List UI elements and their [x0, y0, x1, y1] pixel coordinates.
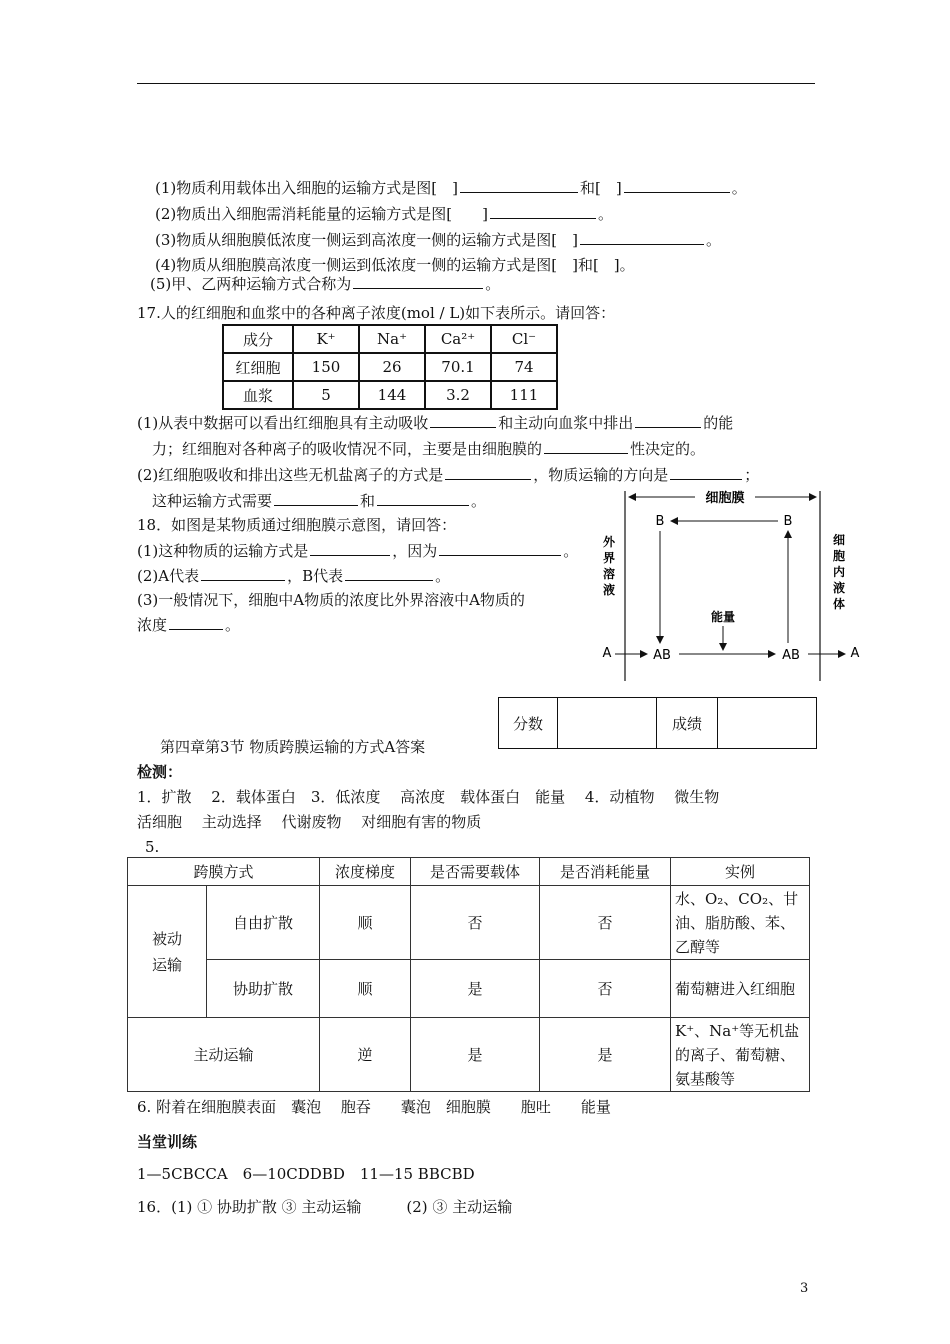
q17-p1d: 力；红细胞对各种离子的吸收情况不同，主要是由细胞膜的	[152, 440, 543, 458]
q17-p1-line1	[137, 412, 733, 433]
table-header: 浓度梯度	[320, 858, 411, 886]
membrane-label: 细胞膜	[705, 491, 745, 506]
answer-1-4-cont: 活细胞 主动选择 代谢废物 对细胞有害的物质	[137, 813, 482, 831]
outside-char: 溶	[602, 567, 616, 581]
q18-p2	[137, 565, 450, 586]
b-left-label: B	[655, 514, 665, 529]
table-cell: 否	[411, 886, 540, 960]
energy-label: 能量	[710, 610, 736, 624]
table-row	[128, 886, 810, 960]
inside-char: 细	[832, 533, 846, 547]
table-cell: K⁺、Na⁺等无机盐的离子、葡萄糖、氨基酸等	[671, 1018, 810, 1092]
table-cell: 红细胞	[223, 353, 293, 381]
answer-blank	[430, 412, 496, 428]
outside-char: 液	[602, 583, 616, 597]
membrane-diagram	[595, 486, 870, 686]
answers-title: 第四章第3节 物质跨膜运输的方式A答案	[160, 738, 426, 756]
q16-l3a: (3)物质从细胞膜低浓度一侧运到高浓度一侧的运输方式是图[ ]	[155, 231, 578, 249]
answer-blank	[310, 540, 390, 556]
table-cell: 自由扩散	[207, 886, 320, 960]
section-dangtang: 当堂训练	[137, 1133, 198, 1151]
q17-p2e: 和	[360, 492, 376, 510]
table-cell: 5	[293, 381, 359, 409]
answer-blank	[624, 177, 730, 193]
answer-blank	[670, 464, 742, 480]
q16-line3	[155, 229, 721, 250]
q18-p3-line2	[137, 614, 240, 635]
table-cell: 150	[293, 353, 359, 381]
answer-blank	[580, 229, 704, 245]
table-cell: 协助扩散	[207, 960, 320, 1018]
q18-p1b: ，因为	[392, 542, 438, 560]
q17-p1-line2	[152, 438, 705, 459]
answer-blank	[460, 177, 578, 193]
q17-p2b: ，物质运输的方向是	[533, 466, 669, 484]
answer-16: 16．(1) ① 协助扩散 ③ 主动运输 (2) ③ 主动运输	[137, 1198, 513, 1216]
q18-p2a: (2)A代表	[137, 567, 200, 585]
outside-char: 界	[602, 551, 616, 565]
answer-blank	[445, 464, 531, 480]
q18-p3b: 浓度	[137, 616, 168, 634]
q16-l1c: 。	[731, 179, 747, 197]
grade-cell[interactable]	[718, 698, 817, 749]
answer-1-4: 1．扩散 2．载体蛋白 3．低浓度 高浓度 载体蛋白 能量 4．动植物 微生物	[137, 788, 720, 806]
answer-blank	[169, 614, 223, 630]
q17-p2-line1	[137, 464, 759, 485]
outside-char: 外	[602, 535, 616, 549]
table-header: 成分	[223, 325, 293, 353]
answer-blank	[439, 540, 561, 556]
answer-blank	[635, 412, 701, 428]
q17-p1a: (1)从表中数据可以看出红细胞具有主动吸收	[137, 414, 429, 432]
table-row	[223, 353, 557, 381]
table-cell: 74	[491, 353, 557, 381]
q16-l2b: 。	[597, 205, 613, 223]
table-header: 是否需要载体	[411, 858, 540, 886]
table-cell: 否	[540, 886, 671, 960]
q18-p3: (3)一般情况下，细胞中A物质的浓度比外界溶液中A物质的	[137, 591, 525, 609]
score-cell[interactable]	[558, 698, 657, 749]
q18-p3c: 。	[225, 616, 241, 634]
q18-p2b: ，B代表	[287, 567, 344, 585]
score-label: 分数	[499, 698, 558, 749]
q17-p2a: (2)红细胞吸收和排出这些无机盐离子的方式是	[137, 466, 444, 484]
q16-line4: (4)物质从细胞膜高浓度一侧运到低浓度一侧的运输方式是图[ ]和[ ]。	[155, 256, 635, 274]
table-row	[499, 698, 817, 749]
q16-l1a: (1)物质利用载体出入细胞的运输方式是图[ ]	[155, 179, 458, 197]
inside-char: 体	[832, 597, 846, 611]
table-cell: 主动运输	[128, 1018, 320, 1092]
table-cell: 逆	[320, 1018, 411, 1092]
table-cell: 26	[359, 353, 425, 381]
answer-blank	[377, 490, 469, 506]
q17-p2-line2	[152, 490, 486, 511]
q16-line1	[155, 177, 747, 198]
q17-p1b: 和主动向血浆中排出	[498, 414, 634, 432]
table-header: 实例	[671, 858, 810, 886]
outside-label	[603, 535, 616, 597]
q18-p1	[137, 540, 578, 561]
header-rule	[137, 83, 815, 84]
inside-char: 内	[832, 565, 846, 579]
answer-blank	[201, 565, 285, 581]
inside-char: 液	[832, 581, 846, 595]
table-header: Ca²⁺	[425, 325, 491, 353]
table-row	[128, 1018, 810, 1092]
score-table	[498, 697, 817, 749]
answer-5-label: 5.	[145, 838, 160, 856]
table-cell: 是	[411, 960, 540, 1018]
table-row	[223, 381, 557, 409]
answer-blank	[544, 438, 628, 454]
inside-char: 胞	[832, 549, 846, 563]
q17-p2d: 这种运输方式需要	[152, 492, 273, 510]
b-right-label: B	[783, 514, 793, 529]
transport-table	[127, 857, 810, 1092]
table-cell: 葡萄糖进入红细胞	[671, 960, 810, 1018]
table-header: 是否消耗能量	[540, 858, 671, 886]
table-cell: 111	[491, 381, 557, 409]
q17-p1c: 的能	[703, 414, 734, 432]
grade-label: 成绩	[657, 698, 718, 749]
q16-l3b: 。	[705, 231, 721, 249]
table-cell: 血浆	[223, 381, 293, 409]
answer-blank	[345, 565, 433, 581]
q16-l5b: 。	[485, 275, 501, 293]
passive-transport-label: 被动运输	[151, 929, 182, 974]
inside-label	[833, 532, 845, 611]
answer-mc: 1—5CBCCA 6—10CDDBD 11—15 BBCBD	[137, 1165, 475, 1183]
q16-line5	[150, 273, 500, 294]
ion-table	[222, 324, 558, 410]
q18-p1c: 。	[563, 542, 579, 560]
ab-right-label: AB	[782, 648, 800, 663]
table-cell: 顺	[320, 886, 411, 960]
table-header: Na⁺	[359, 325, 425, 353]
q17-p1e: 性决定的。	[630, 440, 706, 458]
table-cell: 否	[540, 960, 671, 1018]
q17-p2c: ；	[744, 466, 760, 484]
page-number: 3	[800, 1281, 809, 1296]
answer-6: 6. 附着在细胞膜表面 囊泡 胞吞 囊泡 细胞膜 胞吐 能量	[137, 1098, 611, 1116]
a-right-label: A	[850, 646, 860, 661]
table-header: K⁺	[293, 325, 359, 353]
answer-blank	[274, 490, 358, 506]
table-row	[128, 960, 810, 1018]
q18-p1a: (1)这种物质的运输方式是	[137, 542, 309, 560]
table-row	[128, 858, 810, 886]
a-left-label: A	[602, 646, 612, 661]
section-jiance: 检测：	[137, 763, 183, 781]
q18-intro: 18．如图是某物质通过细胞膜示意图，请回答：	[137, 516, 457, 534]
q16-l2a: (2)物质出入细胞需消耗能量的运输方式是图[ ]	[155, 205, 488, 223]
table-header: 跨膜方式	[128, 858, 320, 886]
table-header: Cl⁻	[491, 325, 557, 353]
table-cell: 水、O₂、CO₂、甘油、脂肪酸、苯、乙醇等	[671, 886, 810, 960]
q16-l1b: 和[ ]	[579, 179, 622, 197]
q16-line2	[155, 203, 613, 224]
ab-left-label: AB	[653, 648, 671, 663]
q17-p2f: 。	[471, 492, 487, 510]
table-cell: 3.2	[425, 381, 491, 409]
table-cell: 是	[540, 1018, 671, 1092]
table-cell: 顺	[320, 960, 411, 1018]
q18-p2c: 。	[435, 567, 451, 585]
q17-intro: 17.人的红细胞和血浆中的各种离子浓度(mol / L)如下表所示。请回答：	[137, 304, 616, 322]
table-cell: 70.1	[425, 353, 491, 381]
q16-l5a: (5)甲、乙两种运输方式合称为	[150, 275, 352, 293]
table-cell: 144	[359, 381, 425, 409]
answer-blank	[490, 203, 596, 219]
table-row	[223, 325, 557, 353]
answer-blank	[353, 273, 483, 289]
table-cell: 是	[411, 1018, 540, 1092]
